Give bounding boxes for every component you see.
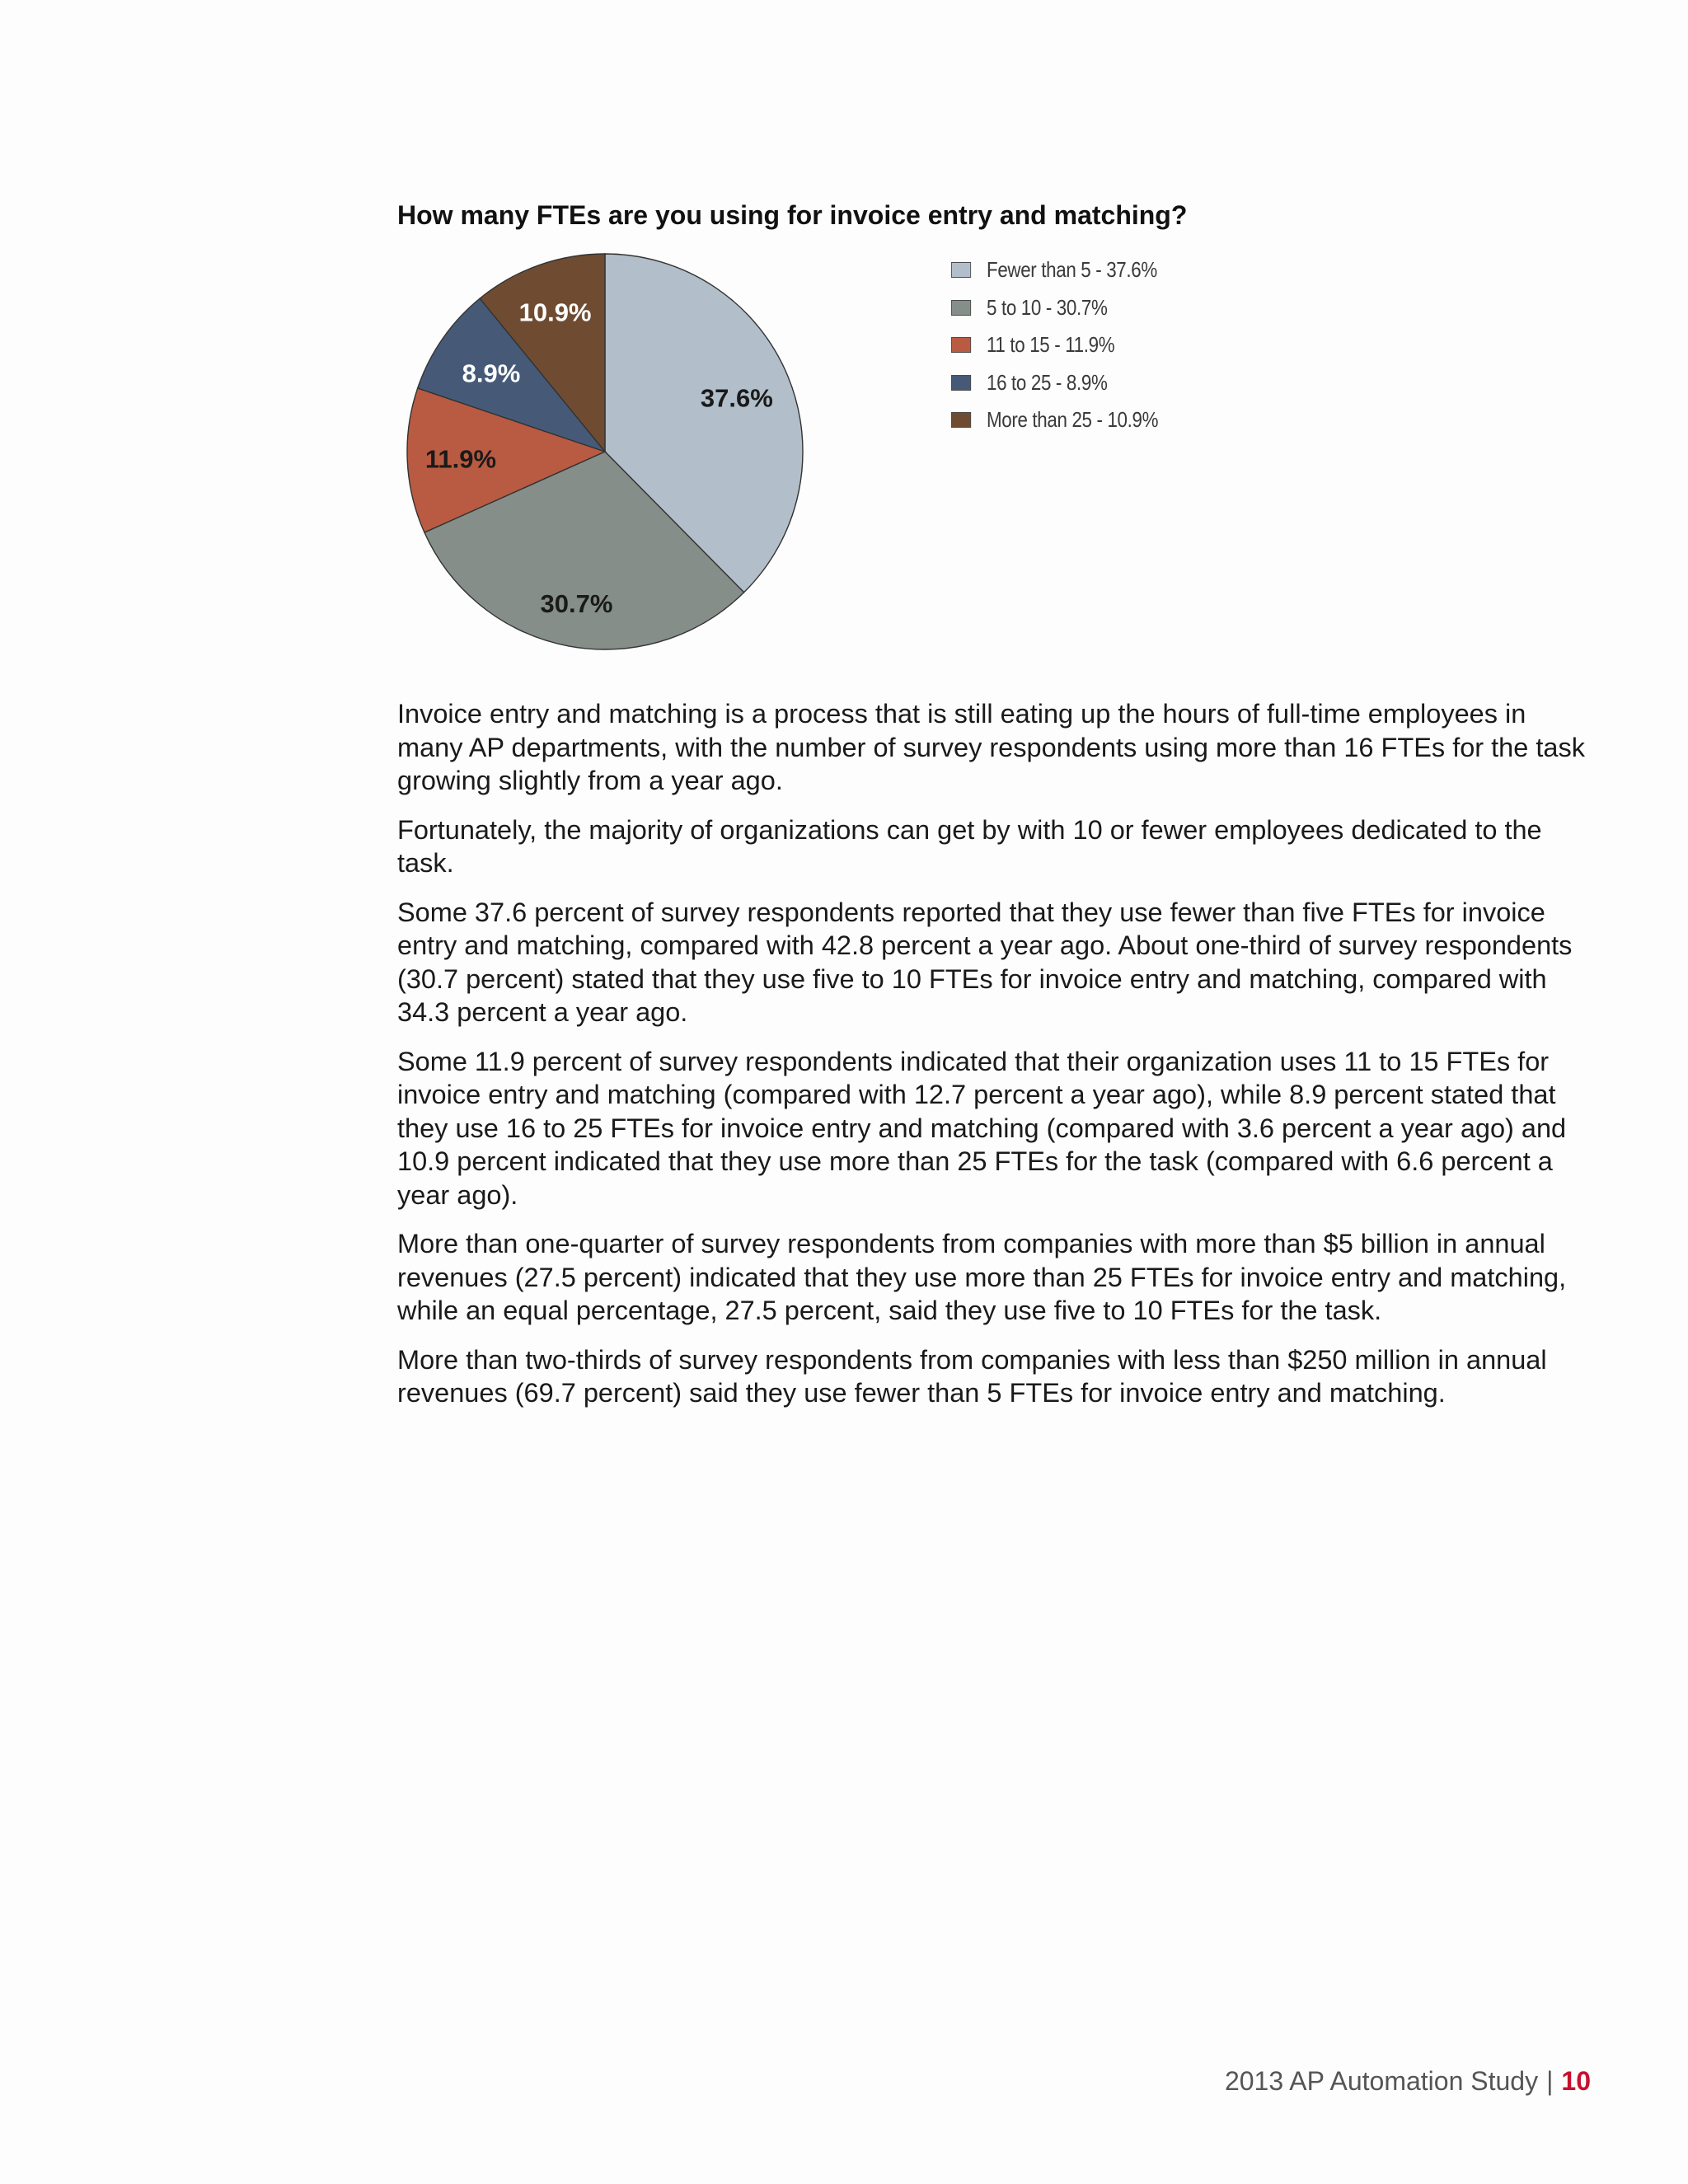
paragraph: Invoice entry and matching is a process that is still eating up the hours of full-time employees in many AP departments, with the number of survey respondents using more than 16 FTEs for the task growing slightly from a year ago. <box>397 699 1585 795</box>
pie-slice-label: 8.9% <box>462 359 521 388</box>
legend-swatch <box>951 337 971 353</box>
page-footer <box>1225 2066 1591 2097</box>
paragraph: Fortunately, the majority of organizations can get by with 10 or fewer employees dedicated to the task. <box>397 814 1542 878</box>
legend-item <box>951 326 1158 364</box>
paragraph: More than one-quarter of survey respondents from companies with more than $5 billion in annual revenues (27.5 percent) indicated that they use more than 25 FTEs for invoice entry and matching, while an equal percentage, 27.5 percent, said they use five to 10 FTEs for the task. <box>397 1229 1567 1325</box>
legend-label: 5 to 10 - 30.7% <box>987 294 1108 320</box>
article-body <box>397 697 1592 1426</box>
footer-study-title: 2013 AP Automation Study <box>1224 2066 1539 2096</box>
page-number: 10 <box>1561 2066 1591 2096</box>
pie-slice-label: 30.7% <box>540 588 613 618</box>
legend-swatch <box>951 300 971 316</box>
legend-label: More than 25 - 10.9% <box>987 407 1159 433</box>
legend-item <box>951 251 1158 289</box>
legend-swatch <box>951 412 971 428</box>
chart-legend <box>951 251 1192 439</box>
pie-slice-label: 37.6% <box>700 383 773 413</box>
legend-label: Fewer than 5 - 37.6% <box>987 257 1157 283</box>
pie-slice-label: 10.9% <box>518 298 592 327</box>
legend-label: 16 to 25 - 8.9% <box>987 369 1108 395</box>
paragraph: Some 37.6 percent of survey respondents reported that they use fewer than five FTEs for invoice entry and matching, compared with 42.8 percent a year ago. About one-third of survey respondents (30.7 percent) stated that they use five to 10 FTEs for invoice entry and matching, compared with 34.3 percent a year ago. <box>397 897 1573 1027</box>
legend-item <box>951 364 1158 402</box>
legend-item <box>951 289 1158 327</box>
legend-swatch <box>951 262 971 278</box>
paragraph: Some 11.9 percent of survey respondents indicated that their organization uses 11 to 15 FTEs for invoice entry and matching (compared with 12.7 percent a year ago), while 8.9 percent stated that they use 16 to 25 FTEs for invoice entry and matching (compared with 3.6 percent a year ago) and 10.9 percent indicated that they use more than 25 FTEs for the task (compared with 6.6 percent a year ago). <box>397 1046 1567 1210</box>
footer-separator: | <box>1546 2066 1554 2096</box>
pie-slice-label: 11.9% <box>424 444 497 474</box>
legend-item <box>951 401 1158 439</box>
chart-title: How many FTEs are you using for invoice entry and matching? <box>397 200 1188 230</box>
paragraph: More than two-thirds of survey respondents from companies with less than $250 million in annual revenues (69.7 percent) said they use fewer than 5 FTEs for invoice entry and matching. <box>397 1344 1547 1408</box>
legend-label: 11 to 15 - 11.9% <box>987 332 1115 358</box>
legend-swatch <box>951 375 971 391</box>
pie-chart <box>397 247 826 676</box>
